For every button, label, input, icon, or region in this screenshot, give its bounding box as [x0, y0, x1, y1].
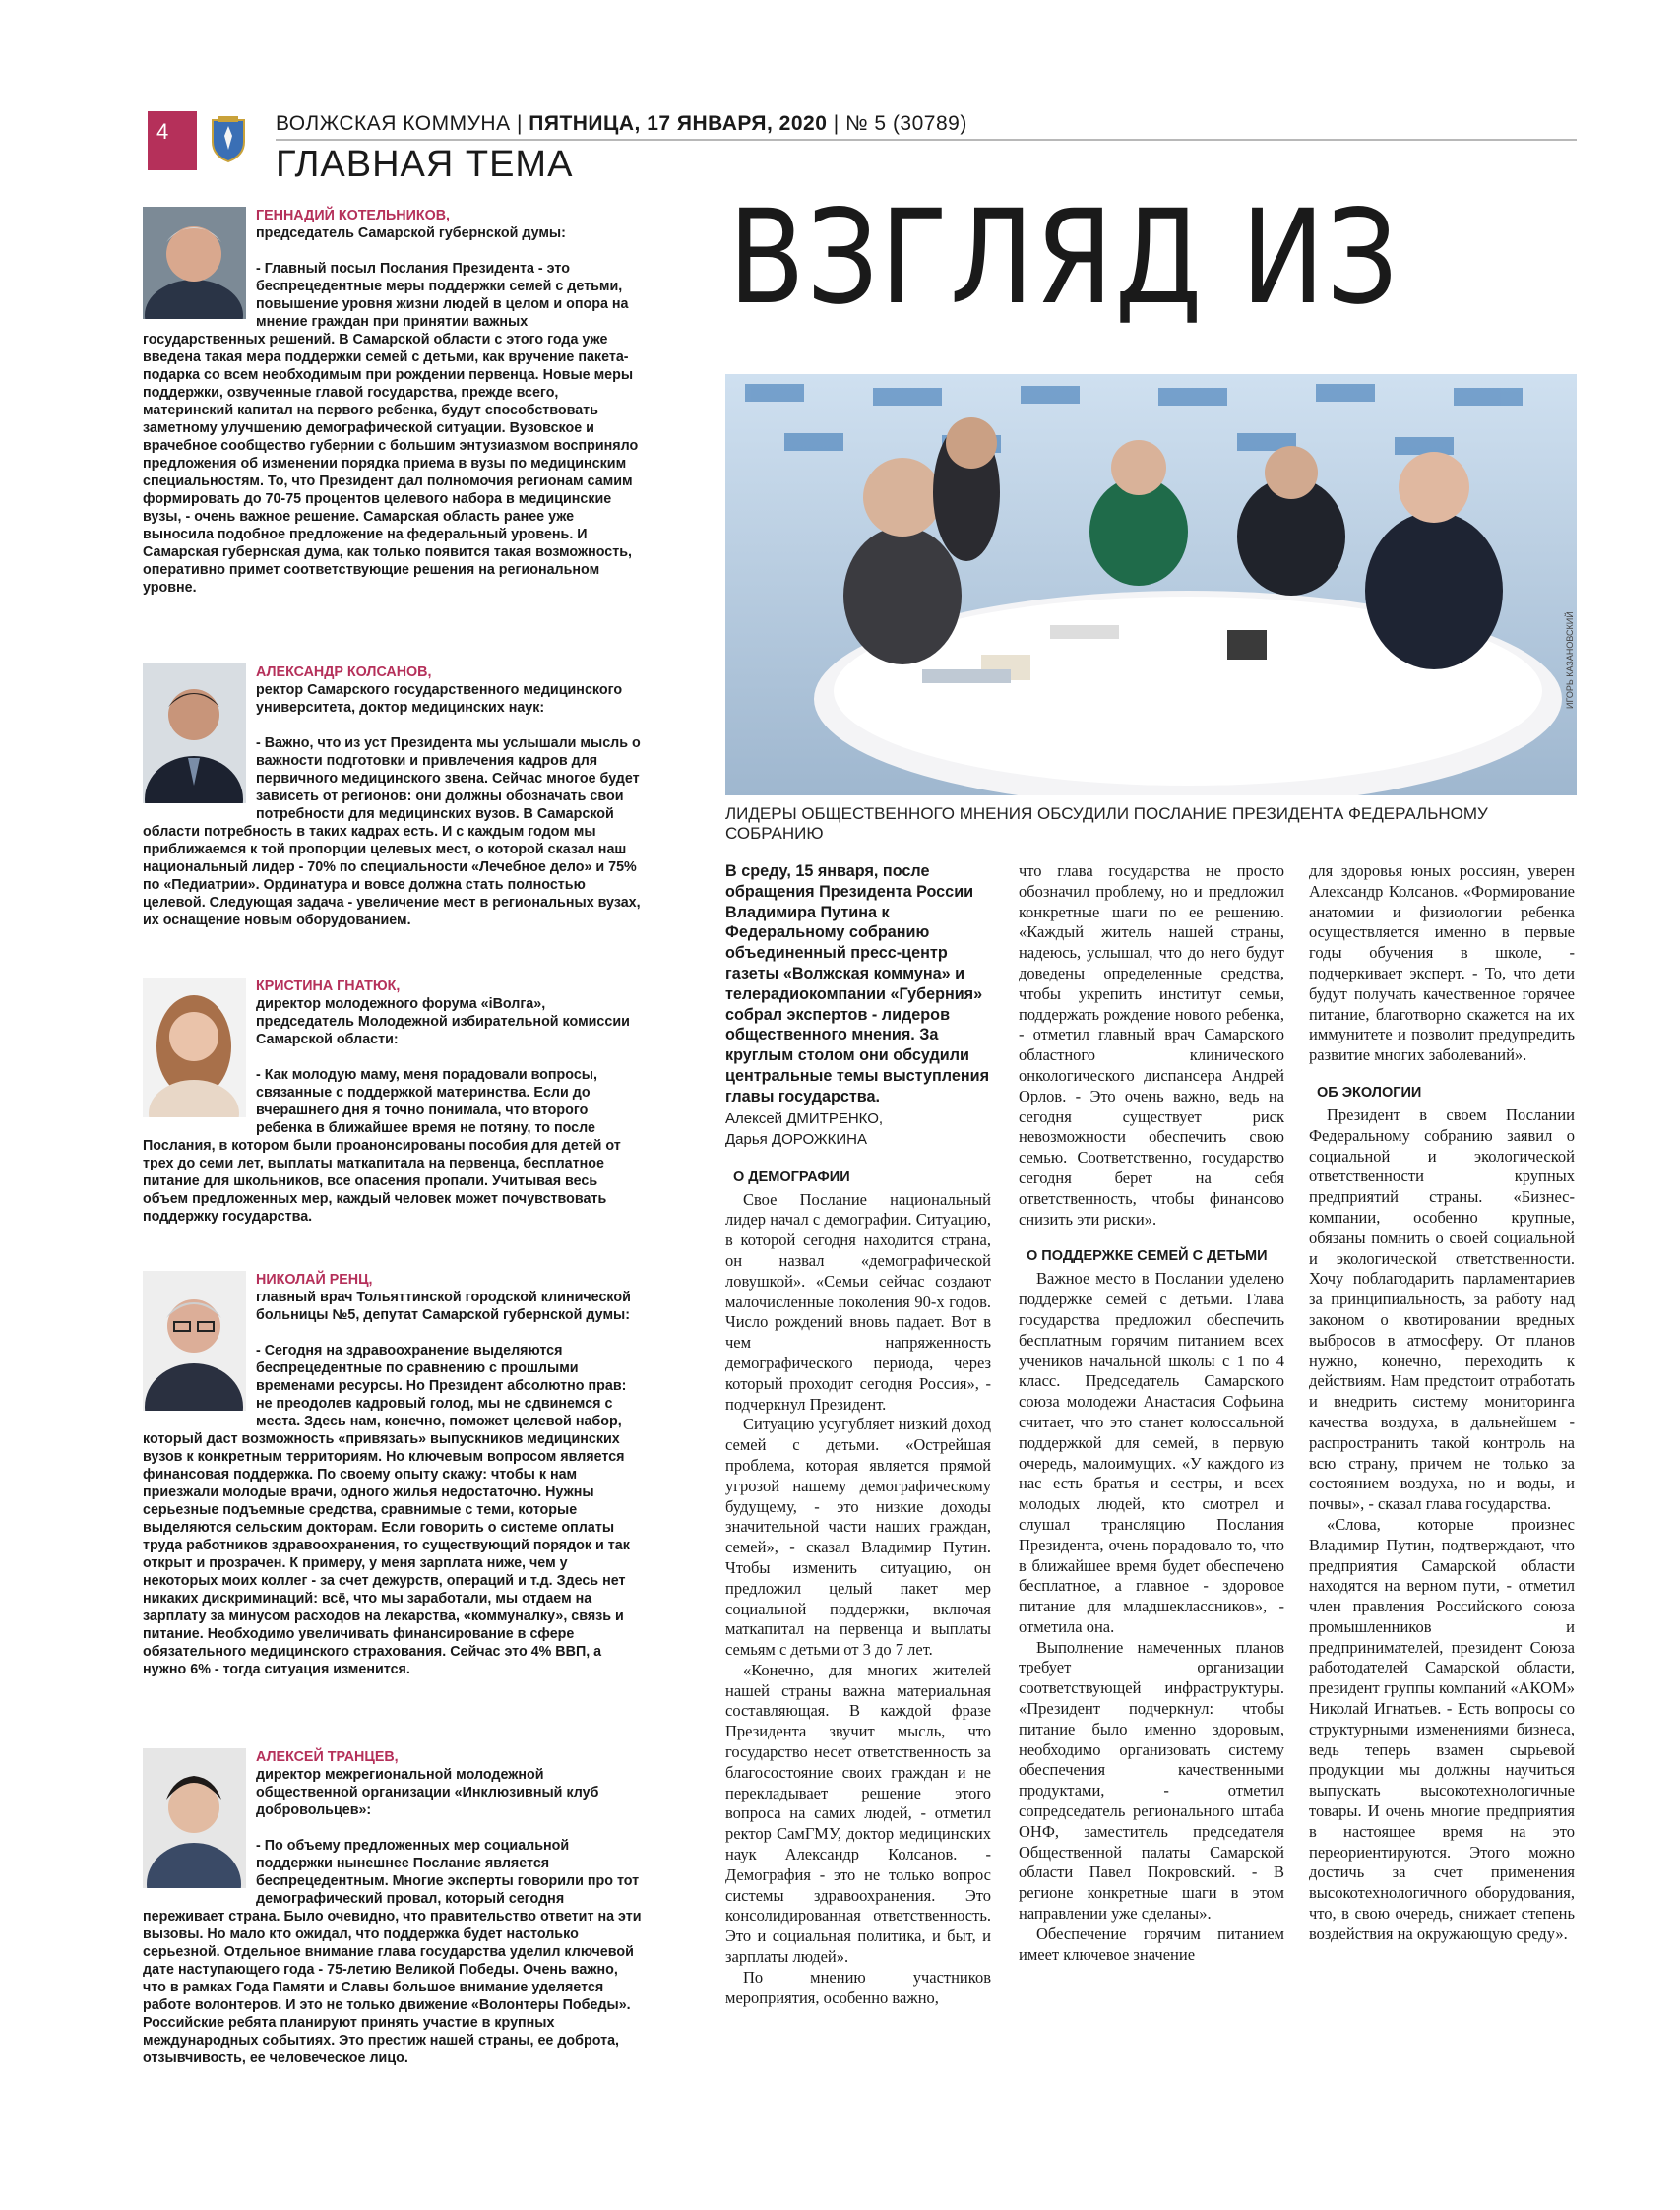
quote-speaker-role: председатель Самарской губернской думы: — [256, 225, 566, 241]
quote-text: - По объему предложенных мер социальной поддержки нынешнее Послание является беспрецедентным. Многие эксперты говорили про тот демографический провал, который сегодня переживает страна. Было очевидно, что правительство ответит на эти вызовы. Но мало кто ожидал, что поддержка будет настолько серьезной. Отдельное внимание глава государства уделил ключевой дате наступающего года - 75-летию Великой Победы. Очень важно, что в рамках Года Памяти и Славы большое внимание уделяется работе волонтеров. И это не только движение «Волонтеры Победы». Российские ребята планируют принять участие в крупных международных событиях. Это престиж нашей страны, ее доброта, отзывчивость, ее человеческое лицо. — [143, 1838, 642, 2066]
article-column-2 — [1019, 861, 1284, 1965]
publication-name: ВОЛЖСКАЯ КОММУНА — [276, 112, 511, 135]
quote-speaker-role: директор молодежного форума «iВолга», председатель Молодежной избирательной комиссии Самарской области: — [256, 996, 630, 1047]
article-paragraph: Важное место в Послании уделено поддержке семей с детьми. Глава государства предложил обеспечить бесплатным горячим питанием всех учеников начальной школы с 1 по 4 класс. Председатель Самарского союза молодежи Анастасия Софьина считает, что это станет колоссальной поддержкой для семей, в первую очередь, малоимущих. «У каждого из нас есть братья и сестры, и всех молодых людей, кто смотрел и слушал трансляцию Послания Президента, очень порадовало то, что в ближайшее время будет обеспечено бесплатное, а главное - здоровое питание для младшеклассников», - отметила она. — [1019, 1269, 1284, 1636]
author-1: Алексей ДМИТРЕНКО, — [725, 1109, 884, 1127]
author-2: Дарья ДОРОЖКИНА — [725, 1130, 867, 1148]
coat-of-arms-icon — [209, 116, 248, 163]
article-paragraph: «Конечно, для многих жителей нашей страны важна материальная составляющая. В каждой фразе Президента звучит мысль, что государство несет ответственность за благосостояние своих граждан и не перекладывает решение этого вопроса на самих людей, - отметил ректор СамГМУ, доктор медицинских наук Александр Колсанов. - Демография - это не только вопрос системы здравоохранения. Это консолидированная ответственность. Это и социальная политика, и быт, и зарплаты людей». — [725, 1660, 991, 1967]
section-title: ГЛАВНАЯ ТЕМА — [276, 144, 574, 185]
quote-gnatyuk — [143, 978, 643, 1226]
quote-text: - Сегодня на здравоохранение выделяются беспрецедентные по сравнению с прошлыми временами ресурсы. Но Президент абсолютно прав: не преодолев кадровый голод, мы не сдвинемся с места. Здесь нам, конечно, поможет целевой набор, который даст возможность «привязать» выпускников медицинских вузов к конкретным территориям. Но ключевым вопросом является финансовая поддержка. По своему опыту скажу: чтобы к нам приезжали молодые врачи, одного жилья недостаточно. Нужны серьезные подъемные средства, сравнимые с теми, которые выделяются сельским докторам. Если говорить о системе оплаты труда работников здравоохранения, то существующий порядок и так открыт и прозрачен. К примеру, у меня зарплата ниже, чем у некоторых моих коллег - за счет дежурств, операций и т.д. Здесь нет никаких дискриминаций: всё, что мы заработали, мы отдаем на зарплату за минусом расходов на лекарства, «коммуналку», связь и питание. Необходимо увеличивать финансирование в сфере обязательного медицинского страхования. Сейчас это 4% ВВП, а нужно 6% - тогда ситуация изменится. — [143, 1343, 630, 1677]
quote-text: - Главный посыл Послания Президента - это беспрецедентные меры поддержки семей с детьми, повышение уровня жизни людей в целом и опора на мнение граждан при принятии важных государственных решений. В Самарской области с этого года уже введена такая мера поддержки семей с детьми, как вручение пакета-подарка со всем необходимым при рождении первенца. Новые меры поддержки, озвученные главой государства, прежде всего, материнский капитал на первого ребенка, будут способствовать заметному улучшению демографической ситуации. Вузовское и врачебное сообщество губернии с большим энтузиазмом восприняло предложения об изменении порядка приема в вузы по медицинским специальностям. То, что Президент дал полномочия регионам самим формировать до 70-75 процентов целевого набора в медицинские вузы, - очень важное решение. Самарская область ранее уже выносила подобное предложение на федеральный уровень. И Самарская губернская дума, как только появится такая возможность, оперативно примет соответствующие решения на региональном уровне. — [143, 261, 639, 596]
running-header: ВОЛЖСКАЯ КОММУНА | ПЯТНИЦА, 17 ЯНВАРЯ, 2020 | № 5 (30789) — [276, 112, 967, 135]
subhead-family-support: О ПОДДЕРЖКЕ СЕМЕЙ С ДЕТЬМИ — [1027, 1248, 1268, 1265]
article-paragraph: Ситуацию усугубляет низкий доход семей с детьми. «Острейшая проблема, которая является прямой угрозой нашему демографическому будущему, - это низкие доходы значительной части наших граждан, семей», - сказал Владимир Путин. Чтобы изменить ситуацию, он предложил целый пакет мер социальной поддержки, включая маткапитал на первенца и выплаты семьям с детьми от 3 до 7 лет. — [725, 1415, 991, 1660]
quote-speaker-name: АЛЕКСЕЙ ТРАНЦЕВ, — [256, 1749, 399, 1765]
portrait-rents — [143, 1271, 246, 1411]
quote-speaker-name: НИКОЛАЙ РЕНЦ, — [256, 1272, 373, 1288]
article-lead: В среду, 15 января, после обращения Президента России Владимира Путина к Федеральному собранию объединенный пресс-центр газеты «Волжская коммуна» и телерадиокомпании «Губерния» собрал экспертов - лидеров общественного мнения. За круглым столом они обсудили центральные темы выступления главы государства. — [725, 862, 990, 1105]
headline: ВЗГЛЯД ИЗ — [728, 182, 1400, 334]
quote-trantsev — [143, 1748, 643, 2067]
photo-credit: ИГОРЬ КАЗАНОВСКИЙ — [1565, 611, 1575, 709]
quote-text: - Важно, что из уст Президента мы услышали мысль о важности подготовки и привлечения кадров для первичного медицинского звена. Сейчас многое будет зависеть от регионов: они должны обозначать свои потребности для медицинских вузов. В Самарской области потребность в таких кадрах есть. И с каждым годом мы приближаемся к той пропорции целевых мест, о которой сказал наш национальный лидер - 70% по специальности «Лечебное дело» и 75% по «Педиатрии». Ординатура и вовсе должна стать полностью целевой. Следующая задача - увеличение мест в региональных вузах, их оснащение новым оборудованием. — [143, 735, 641, 928]
article-paragraph: для здоровья юных россиян, уверен Александр Колсанов. «Формирование анатомии и физиологии ребенка осуществляется именно в первые годы обучения в школе, - подчеркивает эксперт. - То, что дети будут получать качественное горячее питание, благотворно скажется на их иммунитете и позволит предупредить развитие многих заболеваний». — [1309, 861, 1575, 1065]
subhead-demography: О ДЕМОГРАФИИ — [733, 1168, 850, 1185]
quote-kolsanov — [143, 663, 643, 929]
subhead-ecology: ОБ ЭКОЛОГИИ — [1317, 1084, 1422, 1101]
page-number: 4 — [148, 111, 197, 170]
article-paragraph: Выполнение намеченных планов требует организации соответствующей инфраструктуры. «Президент подчеркнул: чтобы питание было именно здоровым, необходимо организовать систему обеспечения качественными продуктами, - отметил сопредседатель регионального штаба ОНФ, заместитель председателя Общественной палаты Самарской области Павел Покровский. - В регионе конкретные шаги в этом направлении уже сделаны». — [1019, 1637, 1284, 1924]
quote-speaker-role: ректор Самарского государственного медицинского университета, доктор медицинских наук: — [256, 682, 623, 716]
header-rule — [276, 139, 1577, 141]
article-paragraph: По мнению участников мероприятия, особенно важно, — [725, 1967, 991, 2007]
quote-rents — [143, 1271, 643, 1678]
quote-speaker-name: АЛЕКСАНДР КОЛСАНОВ, — [256, 664, 432, 680]
quote-kotelnikov — [143, 207, 643, 597]
article-paragraph: Обеспечение горячим питанием имеет ключевое значение — [1019, 1924, 1284, 1964]
article-paragraph: «Слова, которые произнес Владимир Путин, подтверждают, что предприятия Самарской области находятся на верном пути, - отметил член правления Российского союза промышленников и предпринимателей, президент Союза работодателей Самарской области, президент группы компаний «АКОМ» Николай Игнатьев. - Есть вопросы со структурными изменениями бизнеса, ведь теперь взамен сырьевой продукции мы должны научиться выпускать высокотехнологичные товары. И очень многие предприятия в настоящее время на это переориентируются. Этого можно достичь за счет применения высокотехнологичного оборудования, что, в свою очередь, снижает степень воздействия на окружающую среду». — [1309, 1514, 1575, 1943]
photo-caption: ЛИДЕРЫ ОБЩЕСТВЕННОГО МНЕНИЯ ОБСУДИЛИ ПОСЛАНИЕ ПРЕЗИДЕНТА ФЕДЕРАЛЬНОМУ СОБРАНИЮ — [725, 804, 1488, 843]
article-column-3 — [1309, 861, 1575, 1945]
quote-speaker-name: КРИСТИНА ГНАТЮК, — [256, 979, 401, 994]
issue-number: № 5 (30789) — [845, 112, 967, 135]
issue-date: ПЯТНИЦА, 17 ЯНВАРЯ, 2020 — [529, 112, 828, 135]
quote-speaker-role: директор межрегиональной молодежной общественной организации «Инклюзивный клуб добровольцев»: — [256, 1767, 599, 1818]
article-column-1 — [725, 861, 991, 2008]
quote-speaker-role: главный врач Тольяттинской городской клинической больницы №5, депутат Самарской губернской думы: — [256, 1290, 631, 1323]
round-table-photo — [725, 374, 1577, 795]
portrait-kotelnikov — [143, 207, 246, 319]
quote-text: - Как молодую маму, меня порадовали вопросы, связанные с поддержкой материнства. Если до вчерашнего дня я точно понимала, что второго ребенка в ближайшее время не потяну, то после Послания, в котором были проанонсированы пособия для детей от трех до семи лет, выплаты маткапитала на первенца, бесплатное питание для школьников, все опасения пропали. Учитывая весь объем предложенных мер, каждый человек может почувствовать поддержку государства. — [143, 1067, 621, 1225]
quote-speaker-name: ГЕННАДИЙ КОТЕЛЬНИКОВ, — [256, 208, 451, 223]
portrait-kolsanov — [143, 663, 246, 803]
article-paragraph: Свое Послание национальный лидер начал с демографии. Ситуацию, в которой сегодня находится страна, он назвал «демографической ловушкой». «Семьи сейчас создают малочисленные поколения 90-х годов. Число рождений вновь падает. Вот в чем напряженность демографического периода, через который проходит сегодня Россия», - подчеркнул Президент. — [725, 1189, 991, 1414]
article-paragraph: Президент в своем Послании Федеральному собранию заявил о социальной и экологической ответственности крупных предприятий страны. «Бизнес-компании, особенно крупные, обязаны помнить о своей социальной и экологической ответственности. Хочу поблагодарить парламентариев за принципиальность, за работу над законом о квотировании вредных выбросов в атмосферу. От планов нужно, конечно, переходить к действиям. Нам предстоит отработать и внедрить систему мониторинга качества воздуха, в дальнейшем - распространить такой контроль на всю страну, причем не только за состоянием воздуха, но и воды, и почвы», - сказал глава государства. — [1309, 1105, 1575, 1514]
portrait-gnatyuk — [143, 978, 246, 1117]
portrait-trantsev — [143, 1748, 246, 1888]
article-paragraph: что глава государства не просто обозначил проблему, но и предложил конкретные шаги по ее решению. «Каждый житель нашей страны, надеюсь, услышал, что до него будут доведены определенные средства, чтобы укрепить институт семьи, поддержать рождение нового ребенка, - отметил главный врач Самарского областного клинического онкологического диспансера Андрей Орлов. - Это очень важно, ведь на сегодня существует риск невозможности обеспечить свою семью. Соответственно, государство сегодня берет на себя ответственность, чтобы финансово снизить эти риски». — [1019, 861, 1284, 1229]
